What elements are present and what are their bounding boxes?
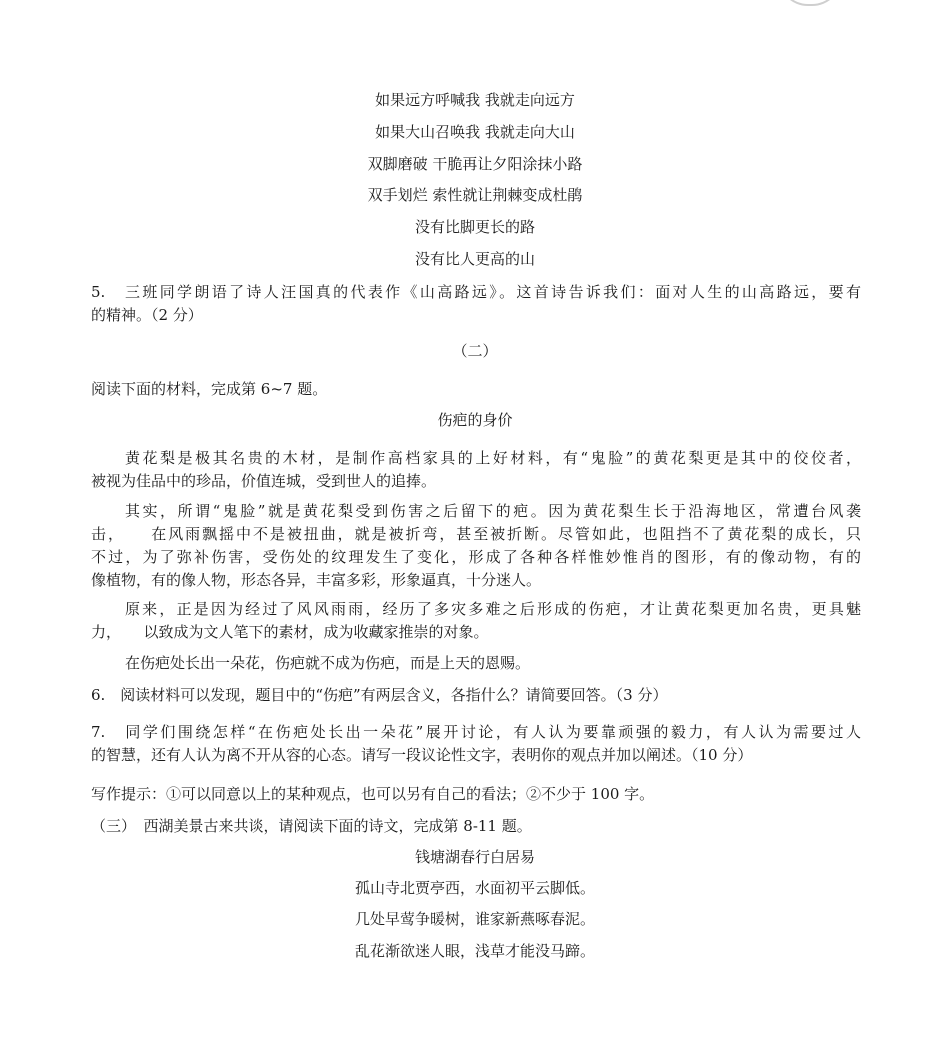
paragraph-line: 原来，正是因为经过了风风雨雨，经历了多灾多难之后形成的伤疤，才让黄花梨更加名贵，更具魅 [125, 600, 861, 618]
question-5-line: 5. 三班同学朗语了诗人汪国真的代表作《山高路远》。这首诗告诉我们：面对人生的山高路远，要有 [91, 283, 861, 301]
question-5 [91, 281, 861, 327]
article-paragraph-4: 在伤疤处长出一朵花，伤疤就不成为伤疤，而是上天的恩赐。 [125, 654, 531, 672]
poem-line: 双手划烂 索性就让荆棘变成杜鹃 [367, 186, 583, 204]
page-corner-decoration [778, 0, 842, 6]
poem-line: 孤山寺北贾亭西，水面初平云脚低。 [354, 879, 595, 897]
paragraph-line: 被视为佳品中的珍品，价值连城，受到世人的追捧。 [91, 472, 437, 490]
section-2-intro: 阅读下面的材料，完成第 6~7 题。 [91, 380, 328, 398]
paragraph-line: 力， 以致成为文人笔下的素材，成为收藏家推崇的对象。 [91, 623, 489, 641]
question-7-line: 7. 同学们围绕怎样“在伤疤处长出一朵花”展开讨论，有人认为要靠顽强的毅力，有人认为需要过人 [91, 723, 861, 741]
article-paragraph-3 [91, 598, 861, 644]
writing-hint: 写作提示：①可以同意以上的某种观点，也可以另有自己的看法；②不少于 100 字。 [91, 785, 655, 803]
question-7 [91, 721, 861, 767]
poem-line: 双脚磨破 干脆再让夕阳涂抹小路 [367, 155, 583, 173]
poem-title: 钱塘湖春行白居易 [414, 848, 535, 866]
poem-line: 没有比脚更长的路 [414, 218, 535, 236]
paragraph-line: 不过，为了弥补伤害，受伤处的纹理发生了变化，形成了各种各样惟妙惟肖的图形，有的像动物，有的 [91, 548, 861, 566]
paragraph-line: 像植物，有的像人物，形态各异，丰富多彩，形象逼真，十分迷人。 [91, 571, 542, 589]
section-2-heading: （二） [452, 342, 498, 360]
paragraph-line: 击， 在风雨飘摇中不是被扭曲，就是被折弯，甚至被折断。尽管如此，也阻挡不了黄花梨的成长，只 [91, 525, 861, 543]
question-5-line: 的精神。（2 分） [91, 306, 203, 324]
poem-line: 如果远方呼喊我 我就走向远方 [375, 91, 575, 109]
question-7-line: 的智慧，还有人认为离不开从容的心态。请写一段议论性文字，表明你的观点并加以阐述。（10 分） [91, 746, 753, 764]
paragraph-line: 黄花梨是极其名贵的木材，是制作高档家具的上好材料，有“鬼脸”的黄花梨更是其中的佼佼者， [125, 449, 861, 467]
poem-line: 如果大山召唤我 我就走向大山 [375, 123, 575, 141]
article-paragraph-1 [91, 447, 861, 493]
poem-line: 乱花渐欲迷人眼，浅草才能没马蹄。 [354, 942, 595, 960]
poem-line: 没有比人更高的山 [414, 250, 535, 268]
poem-line: 几处早莺争暖树，谁家新燕啄春泥。 [354, 910, 595, 928]
article-title: 伤疤的身价 [437, 411, 513, 429]
question-6: 6. 阅读材料可以发现，题目中的“伤疤”有两层含义，各指什么？请简要回答。（3 分） [91, 686, 668, 704]
section-3-heading: （三） 西湖美景古来共谈，请阅读下面的诗文，完成第 8-11 题。 [91, 817, 532, 835]
article-paragraph-2 [91, 500, 861, 592]
paragraph-line: 其实，所谓“鬼脸”就是黄花梨受到伤害之后留下的疤。因为黄花梨生长于沿海地区，常遭台风袭 [125, 502, 861, 520]
